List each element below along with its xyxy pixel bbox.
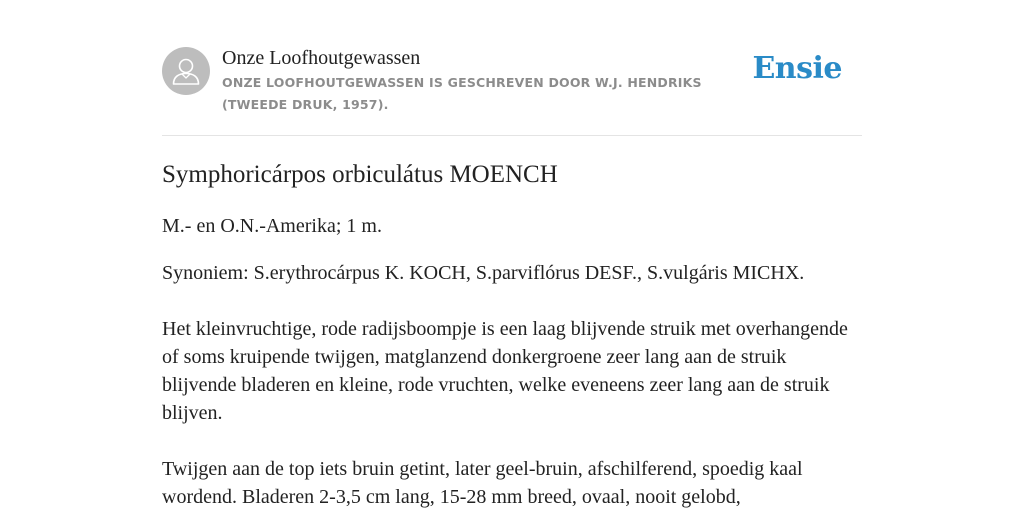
publication-description: ONZE LOOFHOUTGEWASSEN IS GESCHREVEN DOOR W.J. HENDRIKS (TWEEDE DRUK, 1957).	[222, 75, 702, 112]
brand-logo[interactable]: Ensie	[752, 51, 842, 86]
publication-title[interactable]: Onze Loofhoutgewassen	[222, 47, 421, 69]
header-divider	[162, 135, 862, 136]
description-paragraph: Het kleinvruchtige, rode radijsboompje is een laag blijvende struik met overhangende of soms kruipende twijgen, matglanzend donkergroene zeer lang aan de struik blijvende bladeren en kleine, rode vruchten, welke eveneens zeer lang aan de struik blijven.	[162, 318, 848, 424]
detail-paragraph: Twijgen aan de top iets bruin getint, later geel-bruin, afschilferend, spoedig kaal wordend. Bladeren 2-3,5 cm lang, 15-28 mm breed, ovaal, nooit gelobd,	[162, 458, 803, 508]
article-title: Symphoricárpos orbiculátus MOENCH	[162, 161, 558, 188]
origin-paragraph: M.- en O.N.-Amerika; 1 m.	[162, 215, 382, 237]
synonym-paragraph: Synoniem: S.erythrocárpus K. KOCH, S.parviflórus DESF., S.vulgáris MICHX.	[162, 262, 805, 284]
user-placeholder-icon[interactable]	[162, 47, 210, 95]
article-content	[162, 158, 862, 511]
publication-header	[162, 46, 862, 135]
